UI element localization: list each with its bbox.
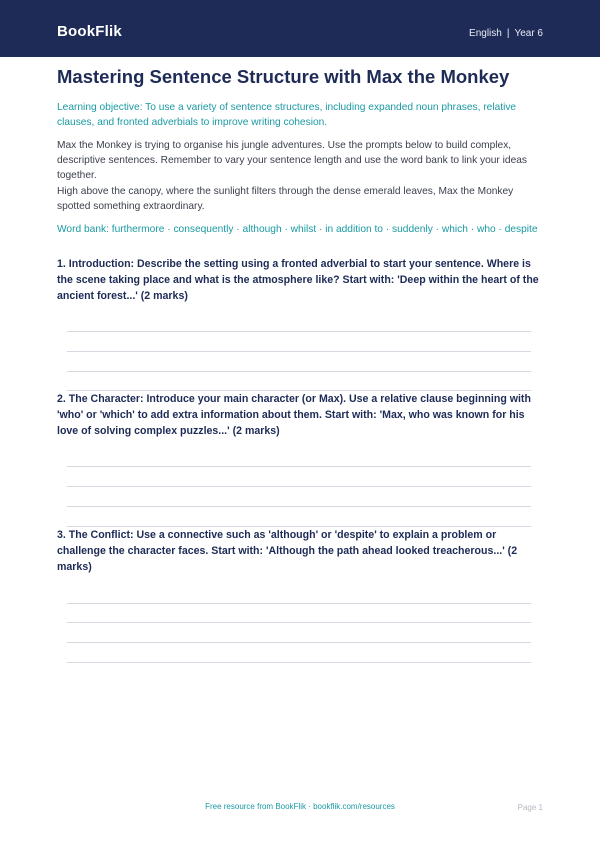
learning-objective: Learning objective: To use a variety of sentence structures, including expanded noun phrases, relative clauses, and fronted adverbials to improve writing cohesion. xyxy=(57,102,517,128)
header-bar xyxy=(0,0,600,57)
word-bank: Word bank: furthermore · consequently · although · whilst · in addition to · suddenly · which · who · despite xyxy=(57,224,538,235)
answer-line[interactable] xyxy=(67,351,531,352)
answer-line[interactable] xyxy=(67,622,531,623)
subject-label: English xyxy=(469,28,502,39)
answer-line[interactable] xyxy=(67,506,531,507)
subject-year xyxy=(469,28,543,39)
question-2: 2. The Character: Introduce your main character (or Max). Use a relative clause beginning with 'who' or 'which' to add extra information about them. Start with: 'Max, who was known for his love of solving complex puzzles...' (2 marks) xyxy=(57,393,531,437)
separator: | xyxy=(506,28,510,39)
footer-link[interactable]: Free resource from BookFlik · bookflik.com/resources xyxy=(205,802,395,811)
answer-line[interactable] xyxy=(67,486,531,487)
page-number: Page 1 xyxy=(517,803,543,812)
question-3: 3. The Conflict: Use a connective such as 'although' or 'despite' to explain a problem or challenge the character faces. Start with: 'Although the path ahead looked treacherous...' (2 marks) xyxy=(57,529,518,573)
answer-line[interactable] xyxy=(67,642,531,643)
intro-paragraph: Max the Monkey is trying to organise his jungle adventures. Use the prompts below to build complex, descriptive sentences. Remember to vary your sentence length and use the word bank to link your ideas together. xyxy=(57,140,528,181)
answer-line[interactable] xyxy=(67,331,531,332)
answer-line[interactable] xyxy=(67,603,531,604)
brand-logo: BookFlik xyxy=(57,23,122,40)
answer-line[interactable] xyxy=(67,662,531,663)
example-paragraph: High above the canopy, where the sunlight filters through the dense emerald leaves, Max the Monkey spotted something extraordinary. xyxy=(57,186,514,212)
question-1: 1. Introduction: Describe the setting using a fronted adverbial to start your sentence. Where is the scene taking place and what is the atmosphere like? Start with: 'Deep within the heart of the ancient forest...' (2 marks) xyxy=(57,258,539,302)
answer-line[interactable] xyxy=(67,371,531,372)
year-label: Year 6 xyxy=(514,28,543,39)
answer-line[interactable] xyxy=(67,466,531,467)
page-title: Mastering Sentence Structure with Max the Monkey xyxy=(57,66,510,87)
